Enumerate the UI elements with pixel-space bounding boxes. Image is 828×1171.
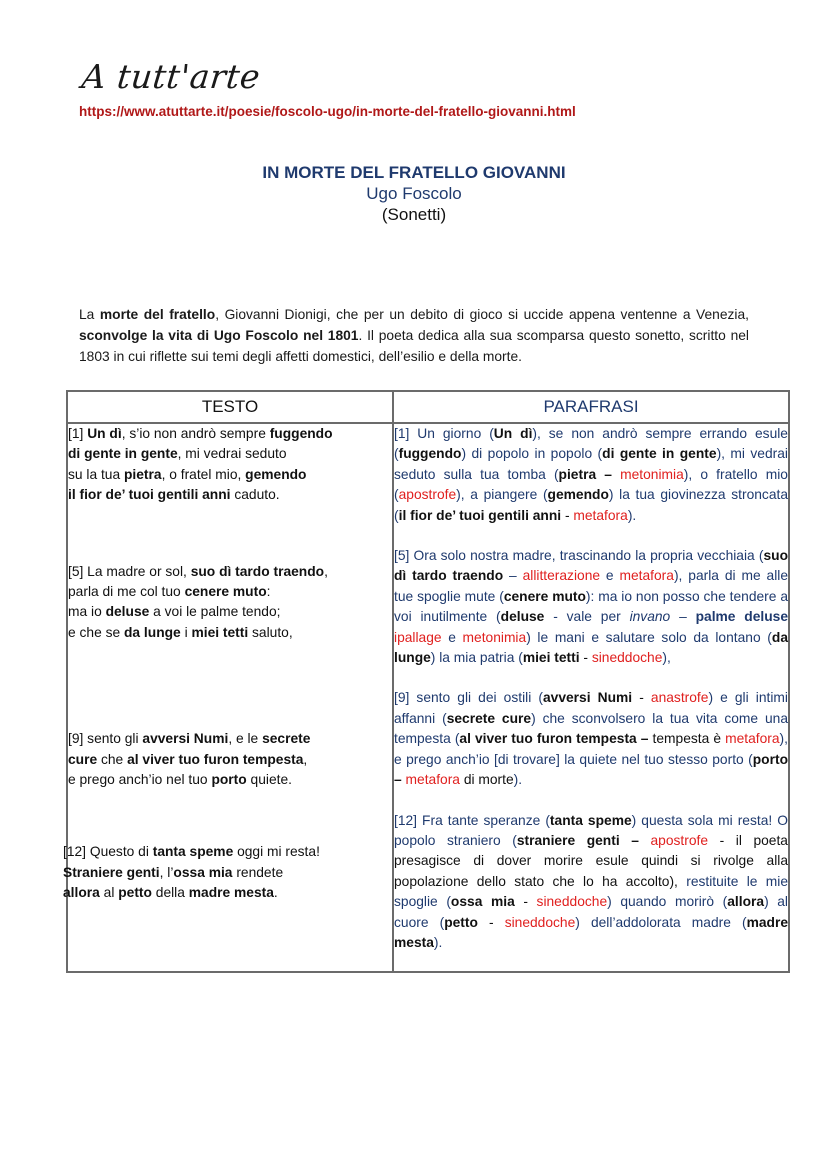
text-segment — [639, 833, 651, 848]
text-segment: a voi le palme tendo; — [149, 604, 281, 620]
text-segment: ). — [513, 772, 523, 788]
key-words: al viver tuo furon tempesta — [127, 751, 304, 767]
text-segment: , o fratel mio, — [161, 466, 246, 482]
text-segment: tempesta è — [648, 731, 726, 747]
text-segment: [1] Un giorno ( — [394, 426, 494, 441]
text-segment: e — [441, 629, 463, 645]
text-segment: , s’io non andrò sempre — [121, 426, 270, 441]
parafrasi-3 — [394, 688, 788, 790]
text-segment: ), se non andrò sempre errando esule ( — [394, 426, 788, 462]
figure-of-speech: apostrofe — [650, 832, 709, 848]
key-words: da lunge — [124, 624, 181, 640]
verse-line — [68, 582, 392, 602]
text-segment: ), parla di me alle tue spoglie mute ( — [394, 568, 788, 604]
verse-line — [68, 623, 392, 643]
verse-line — [68, 729, 392, 749]
quoted-verse: allora — [727, 894, 765, 910]
text-segment: . — [273, 885, 278, 901]
stanza-1 — [68, 424, 392, 506]
quoted-verse: ossa mia — [450, 894, 515, 910]
text-segment: [9] sento gli dei ostili ( — [394, 690, 543, 706]
quoted-verse: gemendo — [547, 487, 609, 503]
key-words: petto — [118, 885, 152, 901]
text-segment: ). — [433, 934, 443, 950]
text-segment: ) di popolo in popolo ( — [461, 446, 603, 462]
quoted-verse: cenere muto — [503, 588, 586, 604]
text-segment: ), — [662, 650, 671, 666]
testo-cell — [63, 423, 393, 972]
figure-of-speech: anastrofe — [650, 690, 709, 706]
text-segment: , — [324, 563, 328, 579]
text-segment: , mi vedrai seduto — [177, 446, 287, 462]
text-segment: – — [503, 568, 523, 584]
text-segment: ), e prego anch’io [di trovare] la quiete nel tuo stesso porto ( — [394, 731, 788, 767]
text-segment: ): ma io non posso che tendere a voi inutilmente ( — [394, 588, 788, 625]
figure-of-speech: sineddoche — [504, 914, 576, 930]
key-words: di gente in gente — [68, 446, 178, 462]
quoted-verse: madre mesta — [394, 914, 789, 950]
text-segment: restituite le mie spoglie ( — [394, 873, 788, 910]
quoted-verse: suo dì tardo traendo — [394, 548, 788, 584]
text-segment: - — [514, 894, 537, 910]
key-words: ossa mia — [173, 864, 233, 880]
parafrasi-cell — [393, 423, 789, 972]
poem-table — [63, 390, 790, 973]
verse-line — [68, 485, 392, 505]
quoted-verse: sconvolge la vita di Ugo Foscolo nel 1801 — [79, 327, 359, 343]
parafrasi-2 — [394, 546, 788, 668]
key-words: Un dì — [87, 426, 122, 441]
key-words: deluse — [105, 604, 150, 620]
quoted-verse: il fior de’ tuoi gentili anni — [398, 507, 562, 523]
figure-of-speech: metonimia — [620, 466, 684, 482]
text-segment: ) al cuore ( — [394, 894, 788, 930]
poem-collection: (Sonetti) — [381, 205, 447, 224]
figure-of-speech: ipallage — [394, 629, 442, 645]
text-segment: su la tua — [68, 466, 124, 482]
text-segment — [612, 467, 620, 482]
text-segment: e prego anch’io nel tuo — [68, 772, 212, 788]
text-segment: [5] Ora solo nostra madre, trascinando la propria vecchiaia ( — [394, 548, 764, 564]
text-segment: ) che sconvolsero la tua vita come una tempesta ( — [394, 710, 789, 747]
text-segment: : — [266, 584, 271, 600]
quoted-verse: fuggendo — [398, 446, 462, 462]
quoted-verse: avversi Numi — [542, 690, 633, 706]
text-segment: ) le mani e salutare solo da lontano ( — [526, 629, 772, 645]
text-segment: invano — [629, 609, 671, 625]
text-segment: . Il poeta dedica alla sua scomparsa questo sonetto, scritto nel 1803 in cui riflette sui temi degli affetti domestici, dell’esilio e della morte. — [79, 327, 749, 364]
text-segment: , l’ — [159, 864, 174, 880]
verse-line — [63, 863, 392, 883]
text-segment: ma io — [68, 604, 106, 620]
verse-line — [63, 883, 392, 903]
intro-paragraph — [79, 304, 749, 367]
text-segment: e — [600, 568, 620, 584]
key-words: cure — [68, 751, 98, 767]
text-segment: , — [303, 751, 308, 767]
text-segment: - — [579, 650, 592, 666]
stanza-3 — [68, 729, 392, 790]
figure-of-speech: apostrofe — [398, 487, 457, 503]
text-segment: ) questa sola mi resta! O popolo straniero ( — [394, 812, 788, 848]
key-words: pietra — [124, 466, 162, 482]
key-words: suo dì tardo traendo — [190, 563, 325, 579]
figure-of-speech: metonimia — [462, 629, 527, 645]
verse-line — [68, 770, 392, 790]
key-words: fuggendo — [269, 426, 333, 441]
table-body-row — [67, 423, 789, 972]
text-segment: [9] sento gli — [68, 731, 143, 747]
figure-of-speech: sineddoche — [591, 650, 663, 666]
text-segment: - il poeta presagisce di dover morire esule quindi si rivolge alla popolazione dello stato che lo ha accolto), — [394, 832, 788, 889]
text-segment: caduto. — [230, 487, 280, 503]
key-words: secrete — [262, 731, 311, 747]
key-words: il fior de’ tuoi gentili anni — [68, 487, 231, 503]
verse-line — [68, 750, 392, 770]
text-segment: quiete. — [246, 772, 292, 788]
text-segment: i — [180, 624, 192, 640]
verse-line — [68, 465, 392, 485]
figure-of-speech: allitterazione — [522, 568, 601, 584]
quoted-verse: palme deluse — [695, 609, 789, 625]
text-segment: , e le — [228, 731, 263, 747]
poem-title: IN MORTE DEL FRATELLO GIOVANNI — [262, 163, 566, 182]
text-segment: La — [79, 306, 100, 322]
verse-line — [68, 602, 392, 622]
text-segment: - — [561, 507, 574, 523]
text-segment: ), mi vedrai seduto sulla tua tomba ( — [394, 446, 788, 482]
text-segment: della — [151, 885, 189, 901]
parafrasi-1 — [394, 424, 788, 526]
verse-line — [63, 842, 392, 862]
quoted-verse: petto — [444, 914, 478, 930]
column-header-testo: TESTO — [67, 391, 393, 423]
text-segment: rendete — [232, 864, 284, 880]
quoted-verse: tanta speme — [549, 812, 632, 828]
text-segment: ) dell’addolorata madre ( — [575, 914, 747, 930]
text-segment: [5] La madre or sol, — [68, 563, 191, 579]
verse-line — [68, 562, 392, 582]
text-segment: al — [99, 885, 119, 901]
poem-author: Ugo Foscolo — [366, 184, 462, 203]
text-segment: , Giovanni Dionigi, che per un debito di gioco si uccide appena ventenne a Venezia, — [215, 306, 749, 322]
text-segment: oggi mi resta! — [233, 844, 320, 860]
site-logo[interactable]: A tutt'arte — [79, 57, 263, 96]
figure-of-speech: metafora — [619, 568, 674, 584]
verse-line — [68, 424, 392, 444]
quoted-verse: miei tetti — [522, 650, 580, 666]
text-segment: saluto, — [248, 624, 293, 640]
text-segment: [12] Questo di — [63, 844, 153, 860]
key-words: tanta speme — [152, 844, 234, 860]
quoted-verse: pietra – — [558, 466, 612, 482]
figure-of-speech: metafora — [725, 731, 780, 747]
text-segment: di morte — [459, 772, 514, 788]
text-segment: ), a piangere ( — [456, 487, 548, 503]
text-segment: che — [97, 751, 128, 767]
figure-of-speech: metafora — [573, 507, 628, 523]
parafrasi-4 — [394, 811, 788, 954]
text-segment: - — [477, 914, 505, 930]
key-words: miei tetti — [191, 624, 249, 640]
quoted-verse: porto – — [394, 751, 788, 788]
column-header-parafrasi: PARAFRASI — [393, 391, 789, 423]
text-segment: - — [632, 690, 651, 706]
quoted-verse: di gente in gente — [602, 446, 717, 462]
source-url-link[interactable]: https://www.atuttarte.it/poesie/foscolo-ugo/in-morte-del-fratello-giovanni.html — [79, 104, 576, 119]
key-words: cenere muto — [184, 584, 267, 600]
text-segment: ) la tua giovinezza stroncata ( — [394, 487, 788, 523]
quoted-verse: secrete cure — [446, 710, 532, 726]
quoted-verse: Un dì — [493, 426, 533, 441]
text-segment: [1] — [68, 426, 88, 441]
verse-line — [68, 444, 392, 464]
key-words: avversi Numi — [142, 731, 229, 747]
key-words: porto — [211, 772, 247, 788]
text-segment: ). — [627, 507, 637, 523]
key-words: madre mesta — [188, 885, 274, 901]
text-segment: ) e gli intimi affanni ( — [394, 690, 788, 726]
key-words: Straniere genti — [63, 864, 160, 880]
text-segment: - vale per — [544, 609, 630, 625]
key-words: allora — [63, 885, 100, 901]
stanza-4 — [63, 842, 392, 903]
text-segment: ) quando morirò ( — [607, 894, 728, 910]
table-header-row — [67, 391, 789, 423]
text-segment: – — [670, 609, 696, 625]
quoted-verse: morte del fratello — [99, 306, 216, 322]
quoted-verse: al viver tuo furon tempesta – — [459, 731, 649, 747]
text-segment: [12] Fra tante speranze ( — [394, 812, 550, 828]
quoted-verse: deluse — [500, 609, 545, 625]
text-segment: e che se — [68, 624, 124, 640]
quoted-verse: da lunge — [394, 629, 788, 666]
figure-of-speech: metafora — [405, 772, 460, 788]
text-segment: parla di me col tuo — [68, 584, 185, 600]
text-segment: ) la mia patria ( — [430, 650, 523, 666]
quoted-verse: straniere genti – — [516, 832, 639, 848]
figure-of-speech: sineddoche — [536, 894, 608, 910]
key-words: gemendo — [245, 466, 307, 482]
title-block — [0, 162, 828, 225]
stanza-2 — [68, 562, 392, 644]
text-segment: ), o fratello mio ( — [394, 466, 788, 503]
